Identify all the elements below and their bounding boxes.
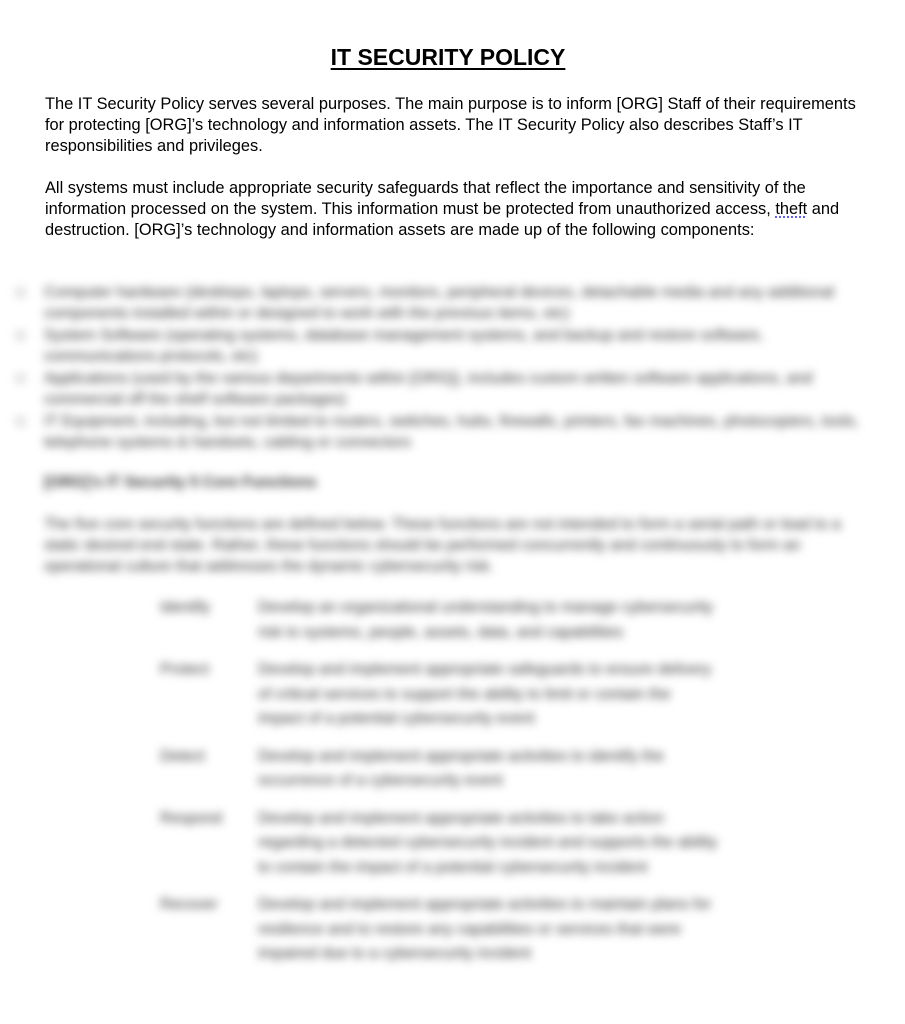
components-list — [14, 282, 864, 454]
core-functions-table — [160, 596, 760, 967]
function-description: Develop and implement appropriate activities to identify the occurrence of a cybersecurity event — [258, 747, 664, 789]
bullet-icon — [16, 331, 25, 340]
function-description: Develop and implement appropriate safeguards to ensure delivery of critical services to support the ability to limit or contain the impact of a potential cybersecurity event — [258, 661, 712, 727]
function-description: Develop and implement appropriate activities to maintain plans for resilience and to restore any capabilities or services that were impaired due to a cybersecurity incident — [258, 896, 712, 962]
section-heading: [ORG]’s IT Security 5 Core Functions — [44, 474, 317, 491]
function-description: Develop an organizational understanding to manage cybersecurity risk to systems, people, assets, data, and capabilities — [258, 599, 713, 641]
function-row — [160, 596, 760, 645]
function-name: Detect — [160, 747, 205, 765]
assets-paragraph — [45, 178, 860, 241]
bullet-icon — [16, 374, 25, 383]
document-title: IT SECURITY POLICY — [330, 44, 566, 70]
function-row — [160, 893, 760, 967]
function-description: Develop and implement appropriate activities to take action regarding a detected cybersecurity incident and supports the ability to contain the impact of a potential cybersecurity incident — [258, 809, 718, 876]
function-row — [160, 658, 760, 732]
function-name: Recover — [160, 896, 218, 913]
assets-paragraph-text-1: All systems must include appropriate security safeguards that reflect the importance and sensitivity of the information processed on the system. This information must be protected from unauthorized access, — [45, 179, 806, 218]
function-row — [160, 807, 760, 881]
bullet-icon — [16, 417, 25, 426]
functions-intro-paragraph: The five core security functions are defined below. These functions are not intended to form a serial path or lead to a static desired end state. Rather, these functions should be performed concurrently and continuously to form an operational culture that addresses the dynamic cybersecurity risk. — [44, 516, 841, 575]
function-row — [160, 745, 760, 794]
spellcheck-flagged-word: theft — [775, 200, 808, 218]
function-name: Identify — [160, 599, 210, 616]
list-item — [14, 411, 864, 453]
list-item-text: Applications (used by the various departments within [ORG]), includes custom written software applications, and commercial off the shelf software packages) — [44, 370, 813, 408]
list-item-text: System Software (operating systems, database management systems, and backup and restore software, communications protocols, etc) — [44, 327, 764, 365]
bullet-icon — [16, 288, 25, 297]
blurred-content-region — [0, 276, 905, 1024]
list-item — [14, 282, 864, 324]
assets-paragraph-text-2: and destruction. [ORG]’s technology and information assets are made up of the following components: — [45, 200, 840, 239]
list-item-text: IT Equipment, including, but not limited to routers, switches, hubs, firewalls, printers, fax machines, photocopiers, tools, telephone systems & handsets, cabling or connectors — [44, 413, 859, 451]
list-item-text: Computer hardware (desktops, laptops, servers, monitors, peripheral devices, detachable media and any additional components installed within or designed to work with the previous items, etc) — [44, 284, 835, 322]
function-name: Respond — [160, 809, 223, 827]
function-name: Protect — [160, 661, 210, 678]
list-item — [14, 368, 864, 410]
intro-paragraph: The IT Security Policy serves several purposes. The main purpose is to inform [ORG] Staff of their requirements for protecting [ORG]’s technology and information assets. The IT Security Policy also describes Staff’s IT responsibilities and privileges. — [45, 95, 856, 155]
list-item — [14, 325, 864, 367]
